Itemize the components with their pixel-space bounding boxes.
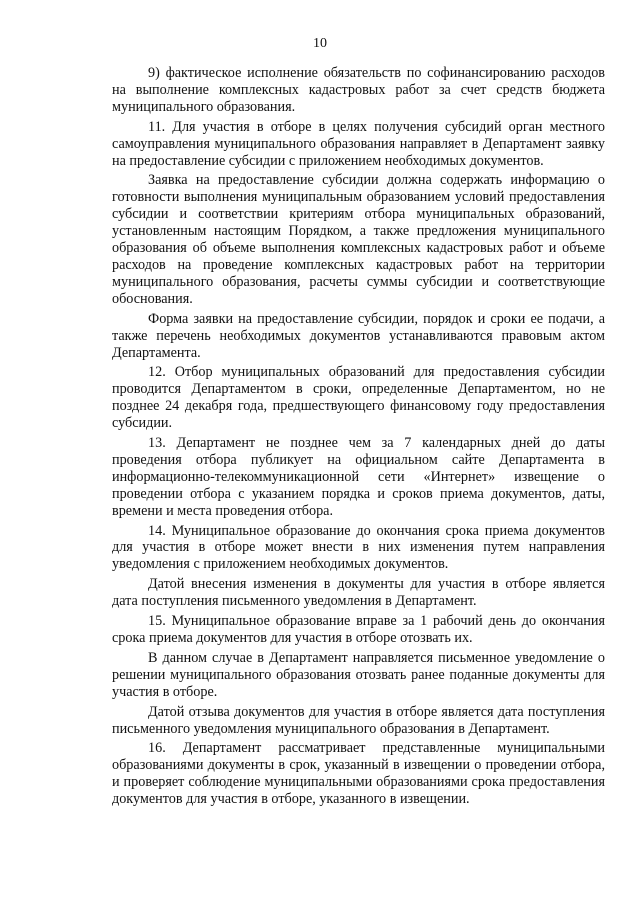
paragraph-section-11: 11. Для участия в отборе в целях получения субсидий орган местного самоуправления муниципального образования направляет в Департамент заявку на предоставление субсидии с приложением необходимых документов. xyxy=(112,118,605,169)
paragraph-application-form: Форма заявки на предоставление субсидии, порядок и сроки ее подачи, а также перечень необходимых документов устанавливаются правовым актом Департамента. xyxy=(112,310,605,361)
paragraph-section-15: 15. Муниципальное образование вправе за 1 рабочий день до окончания срока приема документов для участия в отборе отозвать их. xyxy=(112,613,605,646)
paragraph-section-12: 12. Отбор муниципальных образований для предоставления субсидии проводится Департаментом в сроки, определенные Департаментом, но не позднее 24 декабря года, предшествующего финансовому году предоставления субсидии. xyxy=(112,364,605,432)
paragraph-withdrawal-notice: В данном случае в Департамент направляется письменное уведомление о решении муниципального образования отозвать ранее поданные документы для участия в отборе. xyxy=(112,649,605,700)
paragraph-change-date: Датой внесения изменения в документы для участия в отборе является дата поступления письменного уведомления в Департамент. xyxy=(112,576,605,610)
document-body xyxy=(112,65,605,811)
paragraph-section-13: 13. Департамент не позднее чем за 7 календарных дней до даты проведения отбора публикует на официальном сайте Департамента в информационно-телекоммуникационной сети «Интернет» извещение о проведении отбора с указанием порядка и сроков приема документов, даты, времени и места проведения отбора. xyxy=(112,435,605,519)
page-number: 10 xyxy=(313,36,327,51)
paragraph-withdrawal-date: Датой отзыва документов для участия в отборе является дата поступления письменного уведомления муниципального образования в Департамент. xyxy=(112,703,605,737)
paragraph-application-content: Заявка на предоставление субсидии должна содержать информацию о готовности выполнения муниципальным образованием условий предоставления субсидии и соответствии критериям отбора муниципальных образований, установленным настоящим Порядком, а также предложения муниципального образования об объеме выполнения комплексных кадастровых работ и объеме расходов на проведение комплексных кадастровых работ на территории муниципального образования, расчеты суммы субсидии и соответствующие обоснования. xyxy=(112,172,605,307)
paragraph-section-16: 16. Департамент рассматривает представленные муниципальными образованиями документы в срок, указанный в извещении о проведении отбора, и проверяет соблюдение муниципальными образованиями срока предоставления документов для участия в отборе, указанного в извещении. xyxy=(112,740,605,808)
paragraph-item-9: 9) фактическое исполнение обязательств по софинансированию расходов на выполнение комплексных кадастровых работ за счет средств бюджета муниципального образования. xyxy=(112,65,605,115)
paragraph-section-14: 14. Муниципальное образование до окончания срока приема документов для участия в отборе может внести в них изменения путем направления уведомления с приложением необходимых документов. xyxy=(112,522,605,573)
